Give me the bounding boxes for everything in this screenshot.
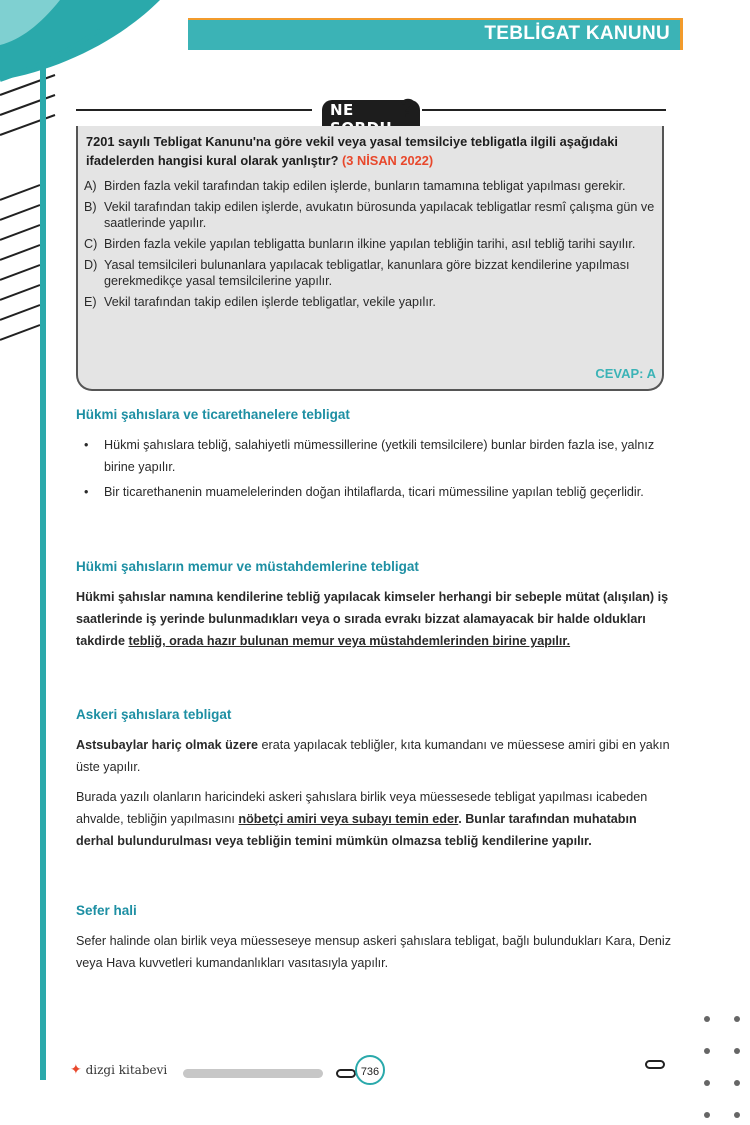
paragraph-text: Burada yazılı olanların haricindeki askeri şahıslara birlik veya müessesede tebligat yapılması icabeden ahvalde, tebliğin yapılmasını bbox=[76, 790, 648, 826]
section-askeri bbox=[76, 704, 676, 860]
option-letter: B) bbox=[84, 200, 97, 214]
list-item: • Hükmi şahıslara tebliğ, salahiyetli mümessillerine (yetkili temsilcilere) bunlar birden fazla ise, yalnız birine yapılır. bbox=[84, 438, 655, 474]
option-b bbox=[84, 199, 662, 231]
section-heading: Hükmi şahıslara ve ticarethanelere tebligat bbox=[76, 407, 350, 422]
section-sefer bbox=[76, 900, 676, 982]
option-a bbox=[84, 178, 662, 194]
page-title: TEBLİGAT KANUNU bbox=[484, 23, 670, 44]
pill-icon bbox=[645, 1060, 665, 1069]
page-number: 736 bbox=[355, 1055, 385, 1085]
option-d bbox=[84, 257, 662, 289]
paragraph-text: erata yapılacak tebliğler, kıta kumandanı ve müessese amiri gibi en yakın üste yapılır. bbox=[76, 738, 670, 774]
option-text: Birden fazla vekile yapılan tebligatta bunların ilkine yapılan tebliğin tarihi, asıl tebliğ tarihi sayılır. bbox=[104, 237, 636, 251]
option-letter: C) bbox=[84, 237, 98, 251]
bullet-list bbox=[76, 434, 676, 503]
section-heading: Sefer hali bbox=[76, 903, 137, 918]
ne-sordu-divider bbox=[76, 93, 666, 124]
option-text: Vekil tarafından takip edilen işlerde tebligatlar, vekile yapılır. bbox=[104, 295, 436, 309]
paragraph-bold: Hükmi şahıslar namına kendilerine tebliğ yapılacak kimseler herhangi bir sebeple mütat (alışılan) iş saatlerinde iş yerinde bulunmadıkları veya o sırada evrakı bizzat alamayacak bir halde oldukları takdirde bbox=[76, 590, 669, 648]
option-text: Yasal temsilcileri bulunanlara yapılacak tebligatlar, kanunlara göre bizzat kendilerine yapılması gerekmedikçe yasal temsilcilerine yapılır. bbox=[104, 258, 630, 288]
divider-rule-right bbox=[422, 109, 666, 111]
list-item: • Bir ticarethanenin muamelelerinden doğan ihtilaflarda, ticari mümessiline yapılan tebliğ geçerlidir. bbox=[84, 485, 644, 499]
paragraph-bold: Astsubaylar hariç olmak üzere bbox=[76, 738, 258, 752]
divider-rule-left bbox=[76, 109, 312, 111]
paragraph-underlined: nöbetçi amiri veya subayı temin eder bbox=[238, 812, 459, 826]
ne-sordu-label: NE bbox=[322, 100, 420, 138]
paragraph-bold: . Bunlar tarafından muhatabın derhal bulundurulması veya tebliğin temini mümkün olmazsa tebliğ kendilerine yapılır. bbox=[76, 812, 637, 848]
option-letter: A) bbox=[84, 179, 97, 193]
option-letter: D) bbox=[84, 258, 98, 272]
section-hukmi bbox=[76, 404, 676, 506]
logo-icon: ✦ bbox=[70, 1062, 82, 1078]
question-mark-icon: ? bbox=[400, 93, 416, 123]
ne-sordu-badge bbox=[314, 93, 420, 123]
publisher-name: dizgi kitabevi bbox=[85, 1063, 168, 1077]
bullet-text: Bir ticarethanenin muamelelerinden doğan ihtilaflarda, ticari mümessiline yapılan tebliğ geçerlidir. bbox=[104, 485, 644, 499]
options-list bbox=[84, 178, 662, 315]
publisher-logo bbox=[70, 1062, 167, 1078]
dot-grid-decoration bbox=[700, 1012, 750, 1122]
option-text: Birden fazla vekil tarafından takip edilen işlerde, bunların tamamına tebligat yapılması gerekir. bbox=[104, 179, 626, 193]
page-progress-bar bbox=[183, 1069, 323, 1078]
question-box bbox=[76, 126, 664, 391]
header-banner bbox=[188, 18, 683, 50]
question-text bbox=[86, 132, 661, 170]
question-stem: 7201 sayılı Tebligat Kanunu'na göre vekil veya yasal temsilciye tebligatla ilgili aşağıdaki ifadelerden hangisi kural olarak yanlıştır? bbox=[86, 134, 618, 168]
option-letter: E) bbox=[84, 295, 97, 309]
pill-icon bbox=[336, 1069, 356, 1078]
paragraph-text: Sefer halinde olan birlik veya müesseseye mensup askeri şahıslara tebligat, bağlı bulundukları Kara, Deniz veya Hava kuvvetleri kumandanlıkları vasıtasıyla yapılır. bbox=[76, 934, 672, 970]
option-c bbox=[84, 236, 662, 252]
left-accent-line bbox=[40, 60, 46, 1080]
option-e bbox=[84, 294, 662, 310]
bullet-text: Hükmi şahıslara tebliğ, salahiyetli mümessillerine (yetkili temsilcilere) bunlar birden fazla ise, yalnız birine yapılır. bbox=[104, 438, 655, 474]
option-text: Vekil tarafından takip edilen işlerde, avukatın bürosunda yapılacak tebligatlar resmî çalışma gün ve saatlerinde yapılır. bbox=[104, 200, 655, 230]
section-memur bbox=[76, 556, 676, 660]
answer-label: CEVAP: A bbox=[595, 366, 656, 381]
paragraph-underlined: tebliğ, orada hazır bulunan memur veya müstahdemlerinden birine yapılır. bbox=[128, 634, 571, 648]
section-heading: Askeri şahıslara tebligat bbox=[76, 707, 232, 722]
section-heading: Hükmi şahısların memur ve müstahdemlerine tebligat bbox=[76, 559, 419, 574]
question-date: (3 NİSAN 2022) bbox=[342, 153, 434, 168]
